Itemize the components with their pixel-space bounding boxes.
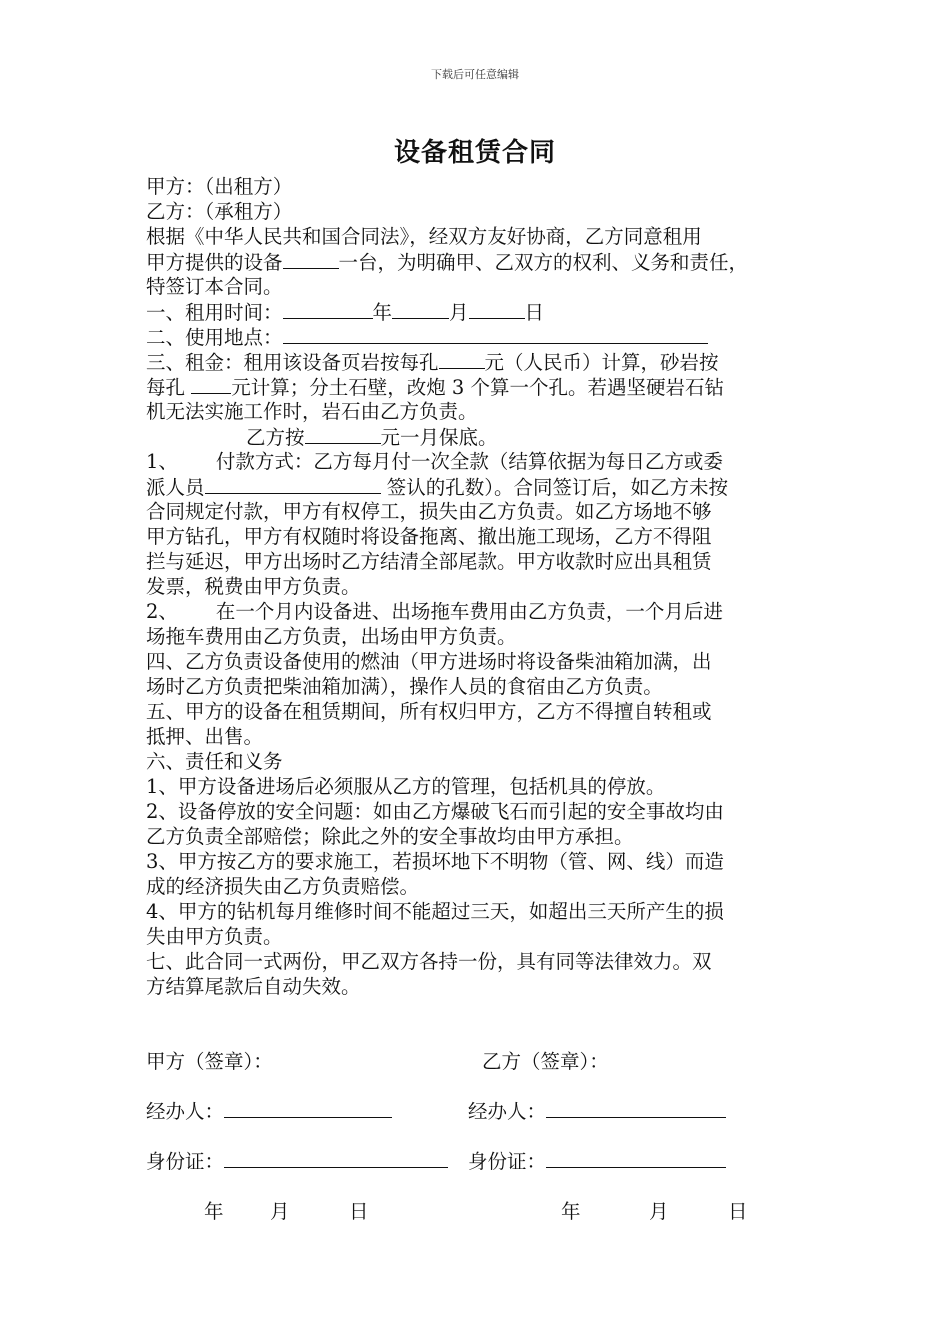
day-label: 日 [524, 301, 545, 324]
party-a-handler-blank[interactable] [224, 1099, 392, 1118]
rent-line [146, 374, 826, 399]
ownership-line: 抵押、出售。 [146, 725, 264, 748]
header-note: 下载后可任意编辑 [431, 68, 519, 81]
party-a-id [146, 1146, 448, 1174]
intro-line: 特签订本合同。 [146, 275, 283, 298]
rent-text: 乙方按 [246, 426, 305, 449]
party-b-date-month: 月 [649, 1200, 669, 1223]
fuel-line: 场时乙方负责把柴油箱加满），操作人员的食宿由乙方负责。 [146, 675, 663, 698]
fuel-line: 四、乙方负责设备使用的燃油（甲方进场时将设备柴油箱加满，出 [146, 650, 712, 673]
transport-line: 场拖车费用由乙方负责，出场由甲方负责。 [146, 625, 517, 648]
rent-line [146, 424, 826, 449]
transport-line [146, 599, 826, 624]
id-label: 身份证： [146, 1150, 225, 1173]
item-number: 2、 [146, 600, 178, 623]
handler-label: 经办人： [468, 1100, 547, 1123]
usage-location [146, 324, 826, 349]
month-blank[interactable] [392, 299, 449, 319]
rent-text: 三、租金：租用该设备页岩按每孔 [146, 351, 439, 374]
party-a-date-day: 日 [349, 1200, 369, 1223]
party-a-seal-label: 甲方（签章）： [146, 1050, 273, 1073]
shale-price-blank[interactable] [439, 349, 485, 369]
validity-line: 七、此合同一式两份，甲乙双方各持一份，具有同等法律效力。双 [146, 950, 712, 973]
rental-period [146, 299, 826, 324]
party-b-id [468, 1146, 726, 1174]
responsibility-item: 2、设备停放的安全问题：如由乙方爆破飞石而引起的安全事故均由 [146, 800, 724, 823]
party-b-date-year: 年 [561, 1200, 581, 1223]
document-title: 设备租赁合同 [393, 138, 556, 168]
day-blank[interactable] [469, 299, 525, 319]
payment-line: 合同规定付款，甲方有权停工，损失由乙方负责。如乙方场地不够 [146, 500, 712, 523]
party-b-id-blank[interactable] [546, 1149, 726, 1168]
assigned-person-blank[interactable] [205, 474, 381, 494]
year-blank[interactable] [283, 299, 373, 319]
transport-text: 在一个月内设备进、出场拖车费用由乙方负责，一个月后进 [215, 600, 723, 623]
rent-text: 元（人民币）计算，砂岩按 [484, 351, 719, 374]
payment-line: 拦与延迟，甲方出场时乙方结清全部尾款。甲方收款时应出具租赁 [146, 550, 712, 573]
payment-text: 派人员 [146, 476, 205, 499]
rent-text: 元一月保底。 [380, 426, 498, 449]
responsibility-item: 1、甲方设备进场后必须服从乙方的管理，包括机具的停放。 [146, 775, 666, 798]
party-a-date-year: 年 [204, 1200, 224, 1223]
intro-text: 甲方提供的设备 [146, 251, 283, 274]
handler-label: 经办人： [146, 1100, 225, 1123]
payment-text: 签认的孔数）。合同签订后，如乙方未按 [380, 476, 728, 499]
sandstone-price-blank[interactable] [191, 374, 231, 394]
responsibility-item: 失由甲方负责。 [146, 925, 283, 948]
party-a-date-month: 月 [270, 1200, 290, 1223]
party-b-handler-blank[interactable] [546, 1099, 726, 1118]
intro-text: 一台，为明确甲、乙双方的权利、义务和责任， [338, 251, 749, 274]
rent-text: 元计算；分土石壁，改炮 3 个算一个孔。若遇坚硬岩石钻 [231, 376, 725, 399]
party-a: 甲方：（出租方） [146, 175, 293, 198]
id-label: 身份证： [468, 1150, 547, 1173]
minimum-rent-blank[interactable] [305, 424, 381, 444]
responsibility-item: 成的经济损失由乙方负责赔偿。 [146, 875, 420, 898]
item-number: 1、 [146, 450, 178, 473]
rent-text: 每孔 [146, 376, 192, 399]
party-b-seal-label: 乙方（签章）： [482, 1050, 609, 1073]
contract-body [146, 174, 826, 999]
ownership-line: 五、甲方的设备在租赁期间，所有权归甲方，乙方不得擅自转租或 [146, 700, 712, 723]
responsibility-item: 乙方负责全部赔偿；除此之外的安全事故均由甲方承担。 [146, 825, 634, 848]
payment-text: 付款方式：乙方每月付一次全款（结算依据为每日乙方或委 [215, 450, 723, 473]
party-a-id-blank[interactable] [224, 1149, 448, 1168]
rental-period-label: 一、租用时间： [146, 301, 283, 324]
responsibility-item: 3、甲方按乙方的要求施工，若损坏地下不明物（管、网、线）而造 [146, 850, 724, 873]
party-b-date-day: 日 [728, 1200, 748, 1223]
responsibility-heading: 六、责任和义务 [146, 750, 283, 773]
payment-line [146, 474, 826, 499]
intro-line: 根据《中华人民共和国合同法》，经双方友好协商，乙方同意租用 [146, 225, 702, 248]
year-label: 年 [372, 301, 393, 324]
rent-line: 机无法实施工作时，岩石由乙方负责。 [146, 400, 478, 423]
month-label: 月 [449, 301, 469, 324]
responsibility-item: 4、甲方的钻机每月维修时间不能超过三天，如超出三天所产生的损 [146, 900, 724, 923]
payment-line: 发票，税费由甲方负责。 [146, 575, 361, 598]
payment-line: 甲方钻孔，甲方有权随时将设备拖离、撤出施工现场，乙方不得阻 [146, 525, 712, 548]
usage-location-label: 二、使用地点： [146, 326, 283, 349]
equipment-blank[interactable] [283, 249, 339, 269]
party-b: 乙方：（承租方） [146, 200, 293, 223]
party-a-handler [146, 1096, 392, 1124]
party-b-handler [468, 1096, 726, 1124]
payment-line [146, 449, 826, 474]
validity-line: 方结算尾款后自动失效。 [146, 975, 361, 998]
rent-line [146, 349, 826, 374]
location-blank[interactable] [283, 324, 708, 344]
intro-line [146, 249, 826, 274]
